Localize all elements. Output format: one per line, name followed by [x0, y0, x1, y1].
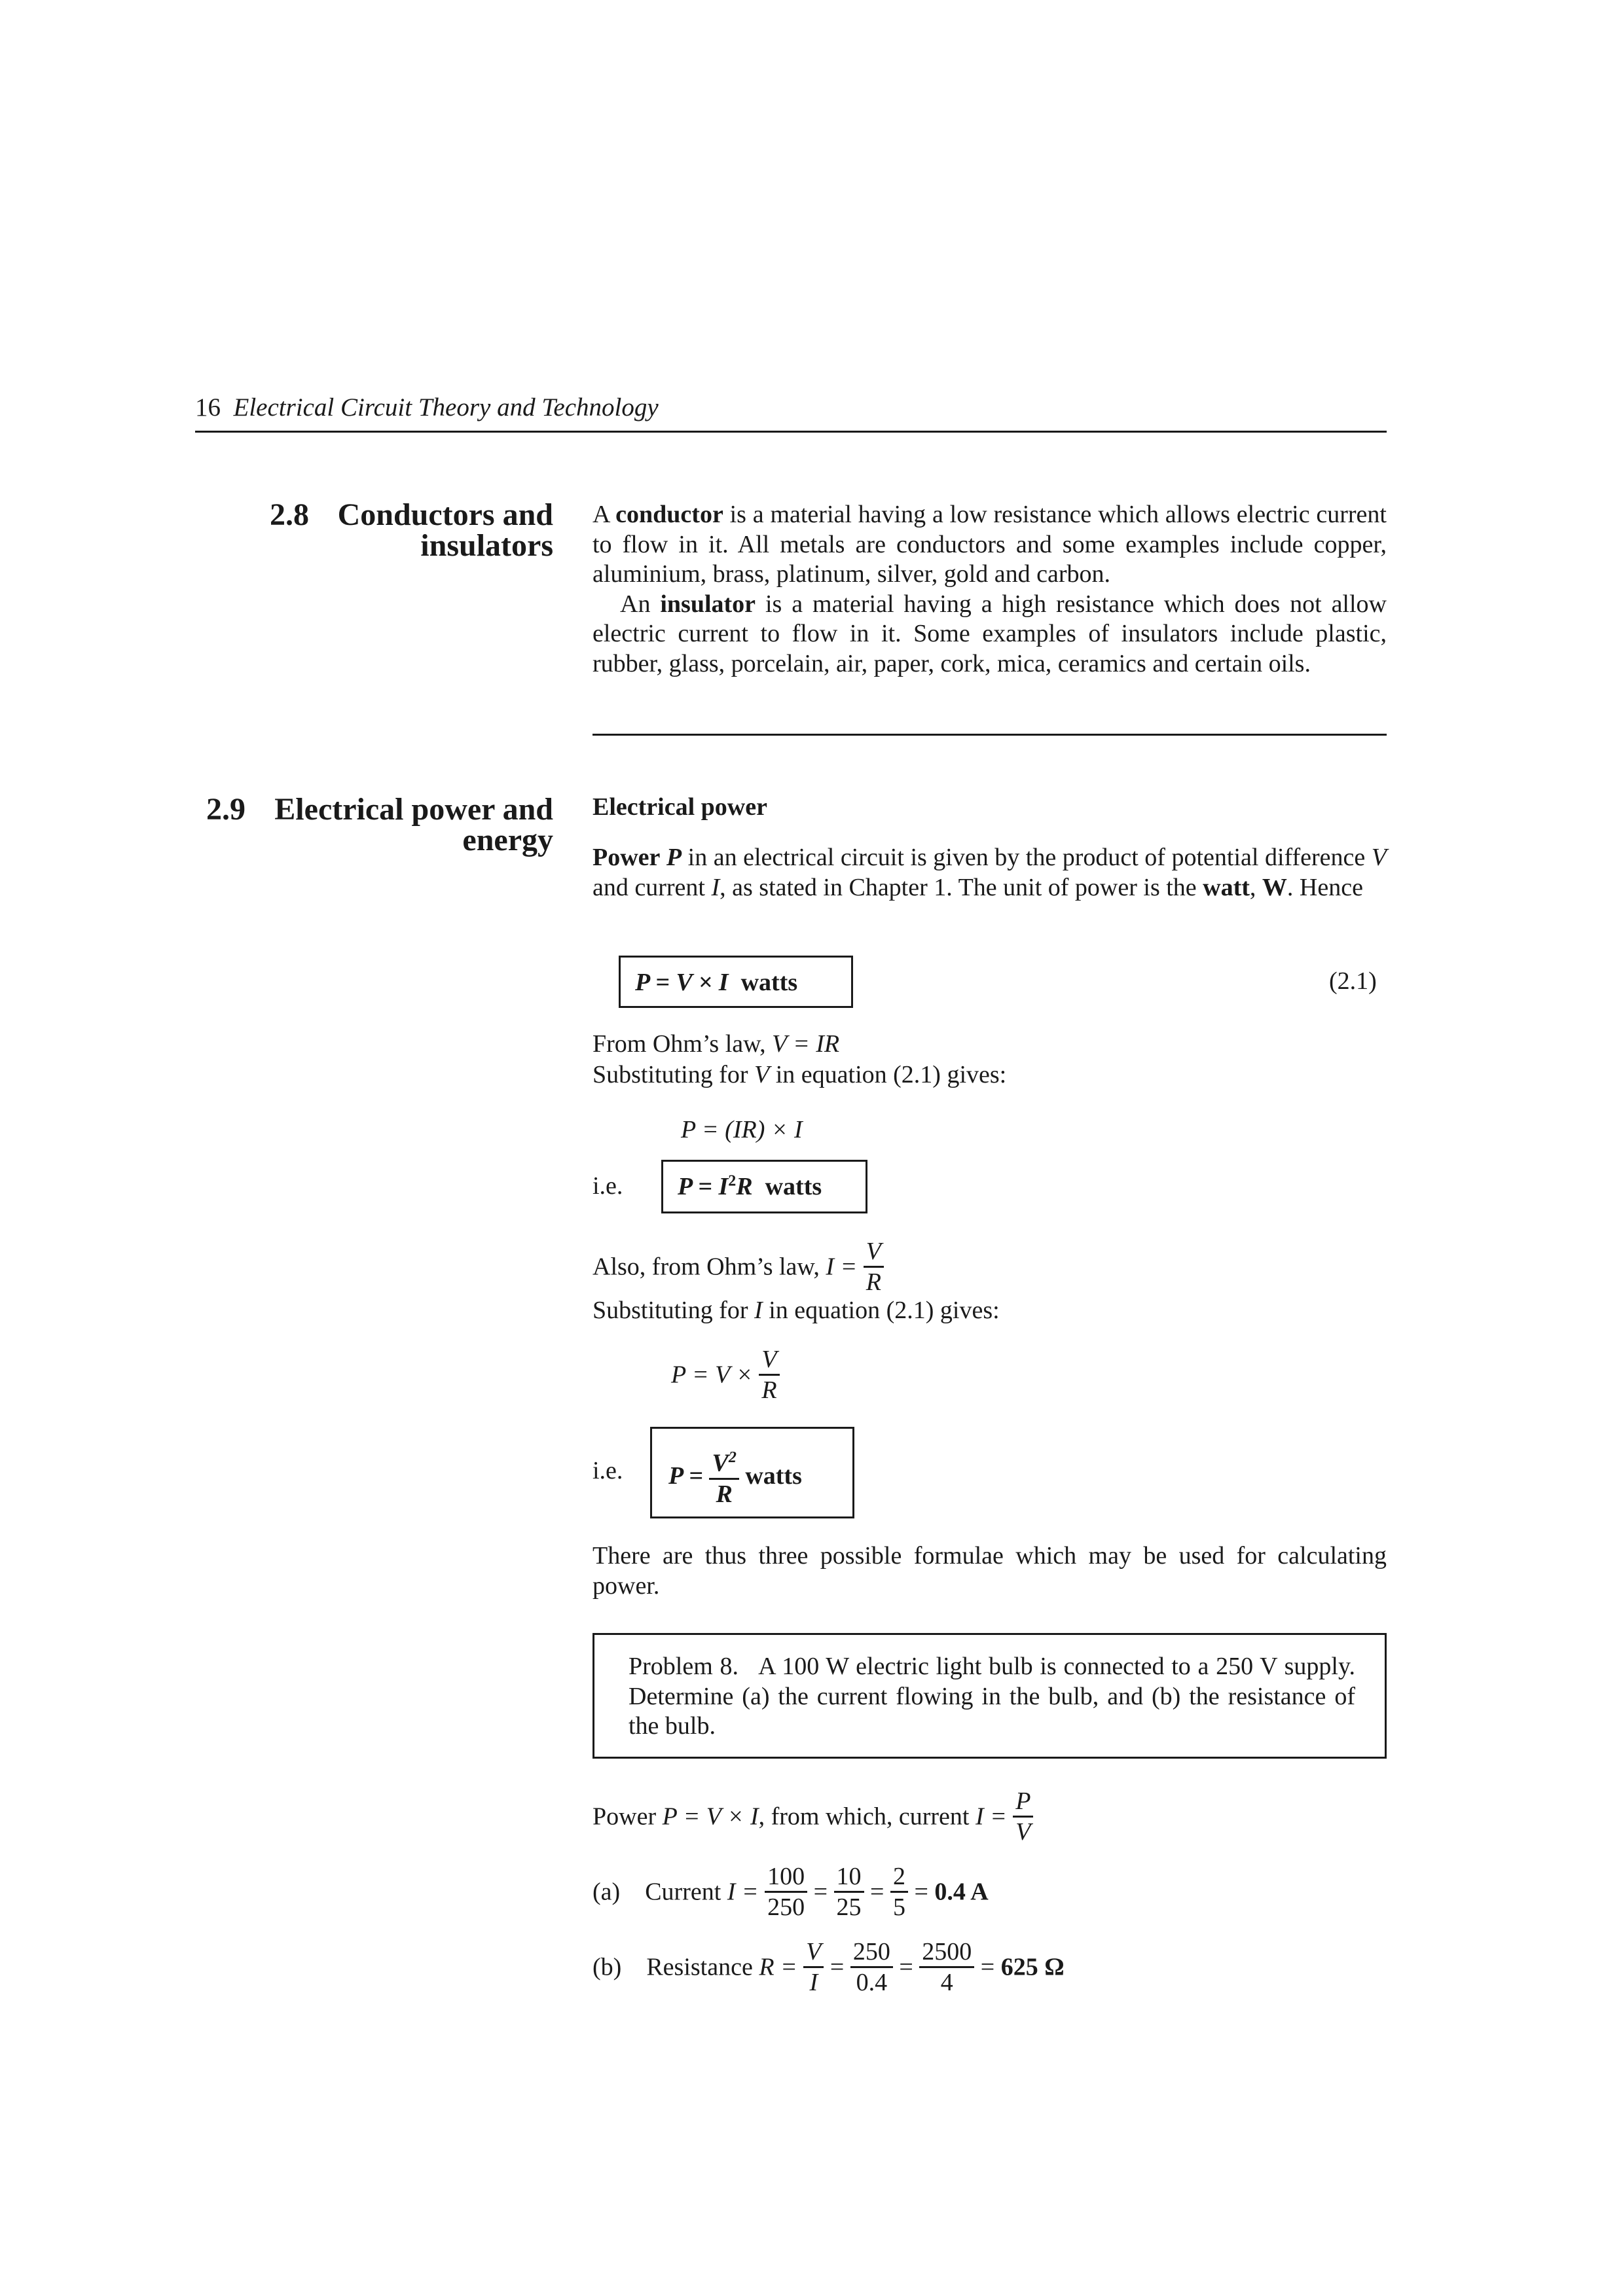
equation-p-v-vr: P = V × $\frac{V}{R}$	[671, 1345, 780, 1405]
ie-label: i.e.	[593, 1172, 623, 1200]
result-current: 0.4 A	[934, 1878, 989, 1906]
equation-label: (2.1)	[1329, 967, 1377, 995]
substitution-line-2: Substituting for I in equation (2.1) gives:	[593, 1297, 1000, 1324]
fraction: $\frac{2}{5}$	[890, 1862, 908, 1922]
solution-part-a: (a) Current I = $\frac{100}{250}$ = $\frac{10}{25}$ = $\frac{2}{5}$ = 0.4 A	[593, 1863, 989, 1921]
equation-2-1-box	[619, 956, 853, 1008]
term-conductor: conductor	[615, 501, 723, 528]
paragraph: A conductor is a material having a low resistance which allows electric current to flow in it. All metals are conductors and some examples include copper, aluminium, brass, platinum, silver, gold and carbon.	[593, 501, 1387, 588]
fraction: $\frac{2500}{4}$	[919, 1937, 974, 1997]
result-resistance: 625 Ω	[1000, 1953, 1065, 1981]
book-title: Electrical Circuit Theory and Technology	[233, 393, 659, 422]
ie-label-2: i.e.	[593, 1457, 623, 1484]
paragraph: Power P in an electrical circuit is given by the product of potential difference V and current I, as stated in Chapter 1. The unit of power is the watt, W. Hence	[593, 844, 1387, 901]
fraction: $\frac{V}{R}$	[759, 1345, 779, 1405]
fraction: $\frac{V}{R}$	[864, 1237, 884, 1297]
section-title-line: insulators	[420, 528, 553, 563]
section-divider	[593, 734, 1387, 736]
section-number-2-9: 2.9	[206, 792, 246, 827]
power-paragraph	[593, 843, 1387, 903]
section-title-line: energy	[462, 823, 553, 857]
section-title-2-9	[249, 794, 553, 855]
problem-label: Problem 8.	[629, 1653, 739, 1680]
conclusion-paragraph: There are thus three possible formulae which may be used for calculating power.	[593, 1542, 1387, 1600]
problem-box	[593, 1633, 1387, 1759]
unit-watts: watts	[740, 969, 798, 996]
conductors-text	[593, 500, 1387, 679]
subheading-electrical-power: Electrical power	[593, 793, 767, 821]
page-number: 16	[195, 393, 221, 422]
section-title-2-8	[314, 499, 553, 561]
section-title-line: Electrical power and	[274, 792, 553, 827]
fraction: $\frac{V^2}{R}$	[709, 1443, 739, 1509]
solution-line-power: Power P = V × I, from which, current I = $\frac{P}{V}$	[593, 1787, 1033, 1846]
ohm-law-line: From Ohm’s law, V = IR	[593, 1030, 840, 1058]
equation-i2r-box: $P = I^2R$ watts	[661, 1160, 867, 1213]
substitution-line: Substituting for V in equation (2.1) gives:	[593, 1061, 1007, 1088]
ohm-law-current-line: Also, from Ohm’s law, I = $\frac{V}{R}$	[593, 1237, 884, 1297]
equation-2-1: P = V × I	[635, 969, 729, 996]
fraction: $\frac{250}{0.4}$	[850, 1937, 893, 1997]
equation-v2r-box: P = $\frac{V^2}{R}$ watts	[650, 1427, 854, 1518]
problem-text: A 100 W electric light bulb is connected to a 250 V supply. Determine (a) the current flowing in the bulb, and (b) the resistance of the bulb.	[629, 1653, 1356, 1740]
fraction: $\frac{P}{V}$	[1013, 1787, 1033, 1846]
fraction: $\frac{V}{I}$	[803, 1937, 824, 1997]
solution-part-b: (b) Resistance R = $\frac{V}{I}$ = $\frac{250}{0.4}$ = $\frac{2500}{4}$ = 625 Ω	[593, 1938, 1065, 1996]
paragraph: An insulator is a material having a high resistance which does not allow electric current to flow in it. Some examples of insulators include plastic, rubber, glass, porcelain, air, paper, cork, mica, ceramics and certain oils.	[593, 590, 1387, 677]
fraction: $\frac{10}{25}$	[834, 1862, 864, 1922]
term-insulator: insulator	[660, 590, 756, 618]
section-title-line: Conductors and	[337, 497, 553, 532]
fraction: $\frac{100}{250}$	[765, 1862, 807, 1922]
header-rule	[195, 431, 1387, 433]
equation-p-ir-i: P = (IR) × I	[681, 1116, 803, 1143]
running-header	[195, 393, 659, 422]
section-number-2-8: 2.8	[270, 497, 309, 532]
